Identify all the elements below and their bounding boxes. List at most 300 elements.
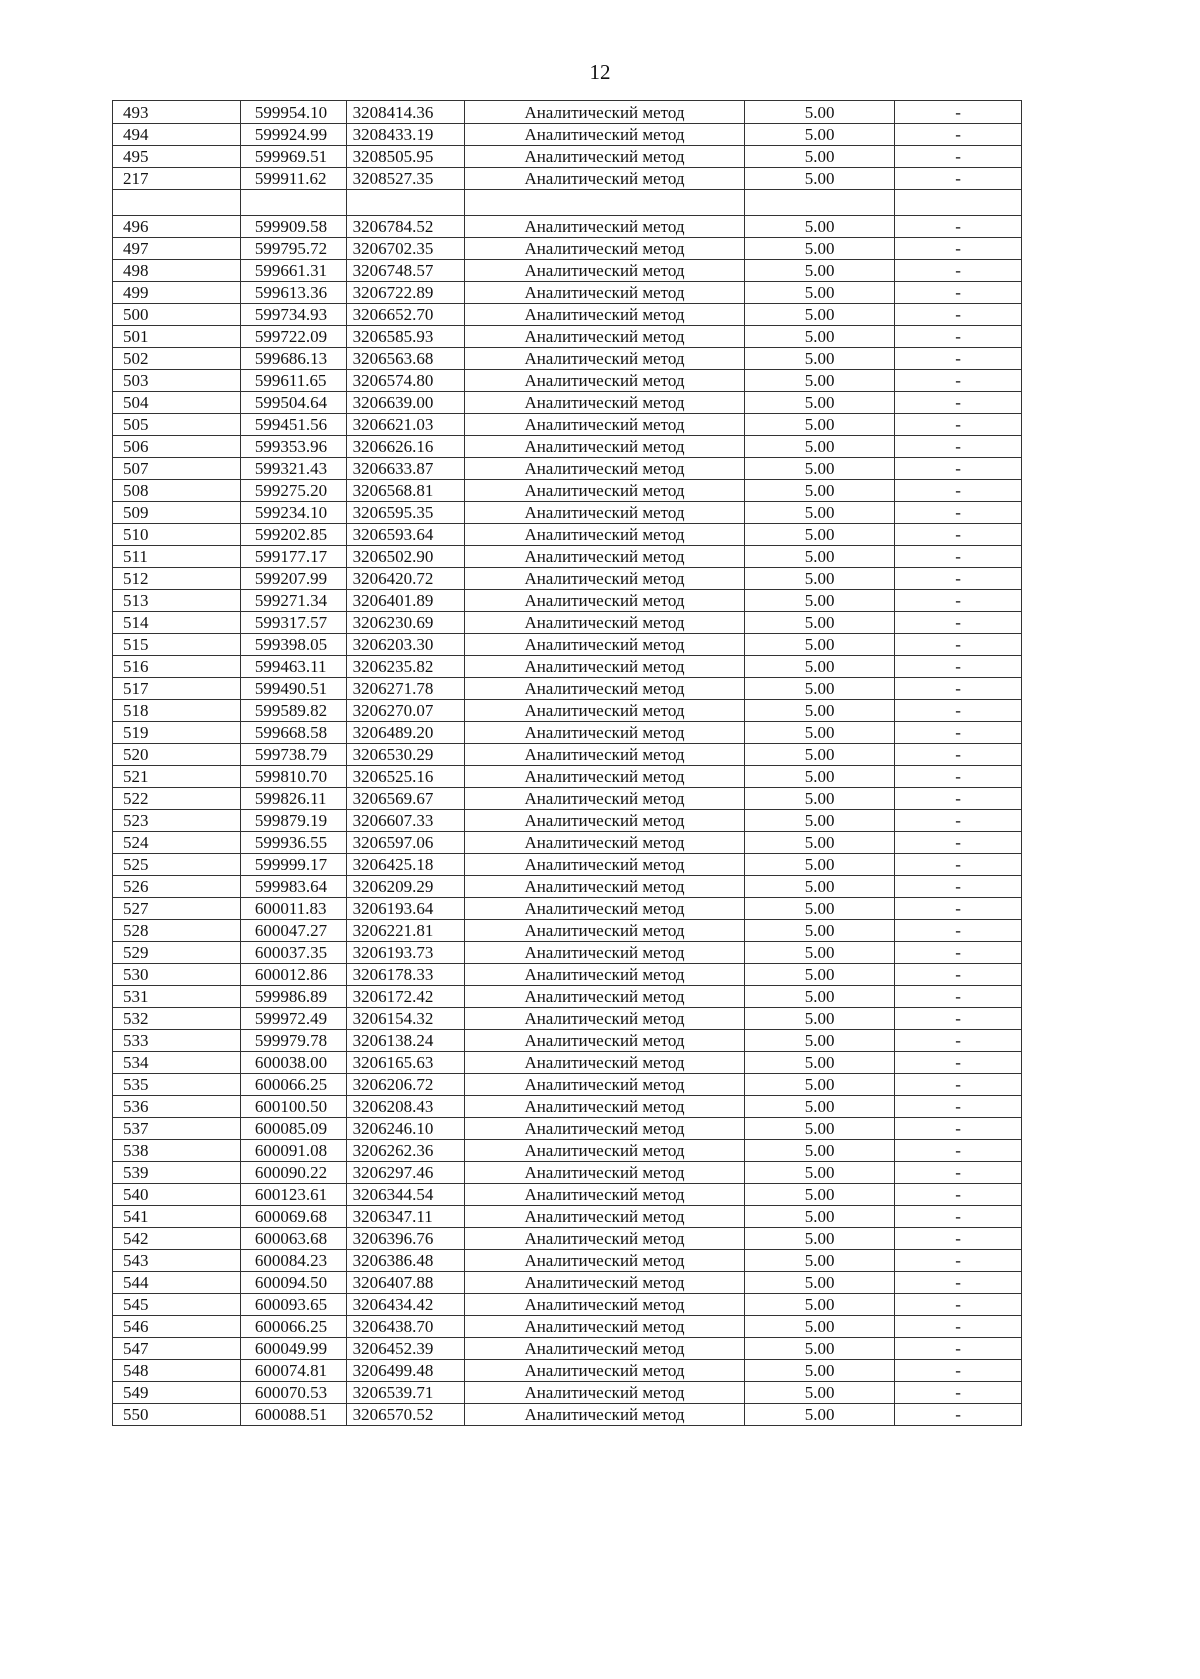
table-row: [113, 101, 1022, 124]
table-row: [113, 1360, 1022, 1382]
y-coordinate-cell: 3206246.10: [346, 1118, 464, 1140]
y-coordinate-cell: 3206639.00: [346, 392, 464, 414]
table-row: [113, 326, 1022, 348]
y-coordinate-cell: 3206138.24: [346, 1030, 464, 1052]
method-cell: Аналитический метод: [464, 1118, 744, 1140]
accuracy-cell: 5.00: [745, 1404, 895, 1426]
point-number-cell: 520: [113, 744, 241, 766]
y-coordinate-cell: 3206193.64: [346, 898, 464, 920]
note-cell: -: [895, 1228, 1022, 1250]
point-number-cell: 529: [113, 942, 241, 964]
method-cell: Аналитический метод: [464, 1074, 744, 1096]
y-coordinate-cell: 3206499.48: [346, 1360, 464, 1382]
method-cell: Аналитический метод: [464, 1228, 744, 1250]
point-number-cell: 539: [113, 1162, 241, 1184]
accuracy-cell: 5.00: [745, 612, 895, 634]
note-cell: -: [895, 898, 1022, 920]
x-coordinate-cell: 599722.09: [240, 326, 346, 348]
point-number-cell: 545: [113, 1294, 241, 1316]
table-row: [113, 876, 1022, 898]
table-row: [113, 568, 1022, 590]
accuracy-cell: 5.00: [745, 1162, 895, 1184]
note-cell: -: [895, 1074, 1022, 1096]
x-coordinate-cell: 599972.49: [240, 1008, 346, 1030]
x-coordinate-cell: 599613.36: [240, 282, 346, 304]
point-number-cell: 542: [113, 1228, 241, 1250]
table-row: [113, 1140, 1022, 1162]
y-coordinate-cell: 3206178.33: [346, 964, 464, 986]
y-coordinate-cell: 3206633.87: [346, 458, 464, 480]
point-number-cell: 526: [113, 876, 241, 898]
note-cell: -: [895, 1338, 1022, 1360]
page-number: 12: [589, 60, 611, 84]
y-coordinate-cell: 3206270.07: [346, 700, 464, 722]
accuracy-cell: 5.00: [745, 1184, 895, 1206]
x-coordinate-cell: 600037.35: [240, 942, 346, 964]
accuracy-cell: 5.00: [745, 304, 895, 326]
method-cell: Аналитический метод: [464, 168, 744, 190]
point-number-cell: 524: [113, 832, 241, 854]
method-cell: Аналитический метод: [464, 524, 744, 546]
y-coordinate-cell: 3206607.33: [346, 810, 464, 832]
table-row: [113, 854, 1022, 876]
y-coordinate-cell: 3206344.54: [346, 1184, 464, 1206]
table-row: [113, 1030, 1022, 1052]
note-cell: -: [895, 524, 1022, 546]
accuracy-cell: 5.00: [745, 168, 895, 190]
accuracy-cell: 5.00: [745, 1140, 895, 1162]
method-cell: Аналитический метод: [464, 124, 744, 146]
point-number-cell: 517: [113, 678, 241, 700]
point-number-cell: 527: [113, 898, 241, 920]
method-cell: Аналитический метод: [464, 1030, 744, 1052]
method-cell: Аналитический метод: [464, 348, 744, 370]
table-row: [113, 124, 1022, 146]
table-row: [113, 414, 1022, 436]
method-cell: Аналитический метод: [464, 1052, 744, 1074]
x-coordinate-cell: 599353.96: [240, 436, 346, 458]
note-cell: -: [895, 238, 1022, 260]
accuracy-cell: 5.00: [745, 480, 895, 502]
note-cell: -: [895, 348, 1022, 370]
accuracy-cell: 5.00: [745, 568, 895, 590]
method-cell: Аналитический метод: [464, 546, 744, 568]
method-cell: Аналитический метод: [464, 326, 744, 348]
x-coordinate-cell: 599999.17: [240, 854, 346, 876]
method-cell: Аналитический метод: [464, 964, 744, 986]
x-coordinate-cell: 599398.05: [240, 634, 346, 656]
point-number-cell: 543: [113, 1250, 241, 1272]
y-coordinate-cell: 3206438.70: [346, 1316, 464, 1338]
y-coordinate-cell: 3206597.06: [346, 832, 464, 854]
x-coordinate-cell: 600088.51: [240, 1404, 346, 1426]
note-cell: -: [895, 1250, 1022, 1272]
point-number-cell: 506: [113, 436, 241, 458]
y-coordinate-cell: 3206502.90: [346, 546, 464, 568]
accuracy-cell: 5.00: [745, 1030, 895, 1052]
table-row: [113, 392, 1022, 414]
note-cell: -: [895, 678, 1022, 700]
table-row: [113, 370, 1022, 392]
accuracy-cell: 5.00: [745, 722, 895, 744]
note-cell: -: [895, 656, 1022, 678]
point-number-cell: 546: [113, 1316, 241, 1338]
table-row: [113, 260, 1022, 282]
method-cell: Аналитический метод: [464, 656, 744, 678]
x-coordinate-cell: 599589.82: [240, 700, 346, 722]
x-coordinate-cell: 600090.22: [240, 1162, 346, 1184]
method-cell: Аналитический метод: [464, 876, 744, 898]
table-row: [113, 458, 1022, 480]
accuracy-cell: [745, 190, 895, 216]
x-coordinate-cell: 599810.70: [240, 766, 346, 788]
point-number-cell: 499: [113, 282, 241, 304]
table-row: [113, 1294, 1022, 1316]
point-number-cell: 504: [113, 392, 241, 414]
point-number-cell: 522: [113, 788, 241, 810]
point-number-cell: 523: [113, 810, 241, 832]
method-cell: Аналитический метод: [464, 146, 744, 168]
accuracy-cell: 5.00: [745, 810, 895, 832]
x-coordinate-cell: 599490.51: [240, 678, 346, 700]
note-cell: -: [895, 1184, 1022, 1206]
note-cell: -: [895, 744, 1022, 766]
note-cell: -: [895, 326, 1022, 348]
accuracy-cell: 5.00: [745, 124, 895, 146]
x-coordinate-cell: 599924.99: [240, 124, 346, 146]
point-number-cell: 508: [113, 480, 241, 502]
accuracy-cell: 5.00: [745, 414, 895, 436]
method-cell: Аналитический метод: [464, 612, 744, 634]
method-cell: Аналитический метод: [464, 1404, 744, 1426]
note-cell: -: [895, 722, 1022, 744]
note-cell: -: [895, 766, 1022, 788]
y-coordinate-cell: 3206165.63: [346, 1052, 464, 1074]
method-cell: Аналитический метод: [464, 810, 744, 832]
x-coordinate-cell: 599177.17: [240, 546, 346, 568]
method-cell: Аналитический метод: [464, 1316, 744, 1338]
x-coordinate-cell: 600047.27: [240, 920, 346, 942]
note-cell: -: [895, 260, 1022, 282]
x-coordinate-cell: 599686.13: [240, 348, 346, 370]
method-cell: Аналитический метод: [464, 282, 744, 304]
y-coordinate-cell: 3206539.71: [346, 1382, 464, 1404]
point-number-cell: 535: [113, 1074, 241, 1096]
x-coordinate-cell: 599911.62: [240, 168, 346, 190]
accuracy-cell: 5.00: [745, 1206, 895, 1228]
table-row: [113, 920, 1022, 942]
point-number-cell: 548: [113, 1360, 241, 1382]
table-body: [113, 101, 1022, 1426]
x-coordinate-cell: 600093.65: [240, 1294, 346, 1316]
point-number-cell: 510: [113, 524, 241, 546]
note-cell: -: [895, 1382, 1022, 1404]
method-cell: Аналитический метод: [464, 590, 744, 612]
x-coordinate-cell: [240, 190, 346, 216]
x-coordinate-cell: 600070.53: [240, 1382, 346, 1404]
note-cell: -: [895, 810, 1022, 832]
x-coordinate-cell: 600100.50: [240, 1096, 346, 1118]
point-number-cell: 503: [113, 370, 241, 392]
method-cell: Аналитический метод: [464, 1382, 744, 1404]
y-coordinate-cell: 3206702.35: [346, 238, 464, 260]
accuracy-cell: 5.00: [745, 238, 895, 260]
x-coordinate-cell: 600123.61: [240, 1184, 346, 1206]
x-coordinate-cell: 599969.51: [240, 146, 346, 168]
table-row: [113, 168, 1022, 190]
accuracy-cell: 5.00: [745, 942, 895, 964]
note-cell: -: [895, 414, 1022, 436]
table-row: [113, 766, 1022, 788]
note-cell: -: [895, 304, 1022, 326]
x-coordinate-cell: 600012.86: [240, 964, 346, 986]
y-coordinate-cell: 3206563.68: [346, 348, 464, 370]
table-row: [113, 942, 1022, 964]
y-coordinate-cell: 3208505.95: [346, 146, 464, 168]
note-cell: -: [895, 436, 1022, 458]
x-coordinate-cell: 600069.68: [240, 1206, 346, 1228]
method-cell: Аналитический метод: [464, 1008, 744, 1030]
table-row: [113, 744, 1022, 766]
x-coordinate-cell: 599795.72: [240, 238, 346, 260]
method-cell: Аналитический метод: [464, 942, 744, 964]
accuracy-cell: 5.00: [745, 1294, 895, 1316]
accuracy-cell: 5.00: [745, 986, 895, 1008]
accuracy-cell: 5.00: [745, 1228, 895, 1250]
accuracy-cell: 5.00: [745, 216, 895, 238]
y-coordinate-cell: 3206262.36: [346, 1140, 464, 1162]
table-row: [113, 722, 1022, 744]
note-cell: -: [895, 634, 1022, 656]
point-number-cell: 531: [113, 986, 241, 1008]
method-cell: Аналитический метод: [464, 854, 744, 876]
table-row: [113, 1338, 1022, 1360]
point-number-cell: 544: [113, 1272, 241, 1294]
note-cell: -: [895, 146, 1022, 168]
table-row: [113, 590, 1022, 612]
y-coordinate-cell: 3206271.78: [346, 678, 464, 700]
y-coordinate-cell: 3206208.43: [346, 1096, 464, 1118]
note-cell: -: [895, 986, 1022, 1008]
point-number-cell: 550: [113, 1404, 241, 1426]
point-number-cell: 512: [113, 568, 241, 590]
table-row: [113, 502, 1022, 524]
point-number-cell: 507: [113, 458, 241, 480]
accuracy-cell: 5.00: [745, 788, 895, 810]
table-row: [113, 546, 1022, 568]
accuracy-cell: 5.00: [745, 392, 895, 414]
point-number-cell: 498: [113, 260, 241, 282]
note-cell: -: [895, 282, 1022, 304]
point-number-cell: 494: [113, 124, 241, 146]
y-coordinate-cell: 3206570.52: [346, 1404, 464, 1426]
accuracy-cell: 5.00: [745, 700, 895, 722]
table-row: [113, 1184, 1022, 1206]
table-row: [113, 1250, 1022, 1272]
table-row: [113, 1228, 1022, 1250]
y-coordinate-cell: 3206401.89: [346, 590, 464, 612]
note-cell: -: [895, 1008, 1022, 1030]
method-cell: Аналитический метод: [464, 832, 744, 854]
method-cell: Аналитический метод: [464, 101, 744, 124]
y-coordinate-cell: 3206172.42: [346, 986, 464, 1008]
accuracy-cell: 5.00: [745, 1074, 895, 1096]
y-coordinate-cell: 3206221.81: [346, 920, 464, 942]
accuracy-cell: 5.00: [745, 656, 895, 678]
table-row: [113, 1162, 1022, 1184]
y-coordinate-cell: 3206585.93: [346, 326, 464, 348]
accuracy-cell: 5.00: [745, 436, 895, 458]
accuracy-cell: 5.00: [745, 876, 895, 898]
x-coordinate-cell: 599936.55: [240, 832, 346, 854]
table-row: [113, 700, 1022, 722]
x-coordinate-cell: 599909.58: [240, 216, 346, 238]
table-row: [113, 810, 1022, 832]
accuracy-cell: 5.00: [745, 964, 895, 986]
x-coordinate-cell: 599954.10: [240, 101, 346, 124]
x-coordinate-cell: 600038.00: [240, 1052, 346, 1074]
table-row: [113, 1118, 1022, 1140]
accuracy-cell: 5.00: [745, 146, 895, 168]
x-coordinate-cell: 599207.99: [240, 568, 346, 590]
method-cell: [464, 190, 744, 216]
note-cell: -: [895, 458, 1022, 480]
table-row: [113, 436, 1022, 458]
accuracy-cell: 5.00: [745, 458, 895, 480]
accuracy-cell: 5.00: [745, 524, 895, 546]
x-coordinate-cell: 599879.19: [240, 810, 346, 832]
note-cell: -: [895, 942, 1022, 964]
method-cell: Аналитический метод: [464, 1272, 744, 1294]
accuracy-cell: 5.00: [745, 326, 895, 348]
y-coordinate-cell: 3206574.80: [346, 370, 464, 392]
accuracy-cell: 5.00: [745, 1250, 895, 1272]
note-cell: -: [895, 1096, 1022, 1118]
y-coordinate-cell: 3206722.89: [346, 282, 464, 304]
method-cell: Аналитический метод: [464, 1206, 744, 1228]
method-cell: Аналитический метод: [464, 502, 744, 524]
point-number-cell: 528: [113, 920, 241, 942]
point-number-cell: 533: [113, 1030, 241, 1052]
note-cell: -: [895, 1140, 1022, 1162]
note-cell: -: [895, 370, 1022, 392]
note-cell: -: [895, 124, 1022, 146]
point-number-cell: 521: [113, 766, 241, 788]
accuracy-cell: 5.00: [745, 1008, 895, 1030]
method-cell: Аналитический метод: [464, 1096, 744, 1118]
y-coordinate-cell: 3208414.36: [346, 101, 464, 124]
note-cell: -: [895, 168, 1022, 190]
method-cell: Аналитический метод: [464, 788, 744, 810]
method-cell: Аналитический метод: [464, 722, 744, 744]
y-coordinate-cell: 3206193.73: [346, 942, 464, 964]
table-row: [113, 678, 1022, 700]
method-cell: Аналитический метод: [464, 1140, 744, 1162]
y-coordinate-cell: 3206386.48: [346, 1250, 464, 1272]
method-cell: Аналитический метод: [464, 238, 744, 260]
method-cell: Аналитический метод: [464, 1184, 744, 1206]
table-row: [113, 898, 1022, 920]
accuracy-cell: 5.00: [745, 832, 895, 854]
note-cell: -: [895, 392, 1022, 414]
method-cell: Аналитический метод: [464, 414, 744, 436]
x-coordinate-cell: 600074.81: [240, 1360, 346, 1382]
point-number-cell: 497: [113, 238, 241, 260]
table-row: [113, 788, 1022, 810]
table-row: [113, 1206, 1022, 1228]
x-coordinate-cell: 600066.25: [240, 1074, 346, 1096]
accuracy-cell: 5.00: [745, 766, 895, 788]
note-cell: -: [895, 612, 1022, 634]
accuracy-cell: 5.00: [745, 260, 895, 282]
x-coordinate-cell: 599234.10: [240, 502, 346, 524]
point-number-cell: 519: [113, 722, 241, 744]
y-coordinate-cell: 3206407.88: [346, 1272, 464, 1294]
point-number-cell: 516: [113, 656, 241, 678]
table-row: [113, 656, 1022, 678]
method-cell: Аналитический метод: [464, 1250, 744, 1272]
point-number-cell: 505: [113, 414, 241, 436]
x-coordinate-cell: 600066.25: [240, 1316, 346, 1338]
note-cell: -: [895, 216, 1022, 238]
point-number-cell: 511: [113, 546, 241, 568]
point-number-cell: 518: [113, 700, 241, 722]
accuracy-cell: 5.00: [745, 1338, 895, 1360]
note-cell: [895, 190, 1022, 216]
y-coordinate-cell: 3206568.81: [346, 480, 464, 502]
table-row: [113, 282, 1022, 304]
x-coordinate-cell: 599463.11: [240, 656, 346, 678]
method-cell: Аналитический метод: [464, 436, 744, 458]
method-cell: Аналитический метод: [464, 634, 744, 656]
y-coordinate-cell: 3206452.39: [346, 1338, 464, 1360]
y-coordinate-cell: 3206569.67: [346, 788, 464, 810]
point-number-cell: 541: [113, 1206, 241, 1228]
table-row: [113, 1074, 1022, 1096]
y-coordinate-cell: 3206434.42: [346, 1294, 464, 1316]
accuracy-cell: 5.00: [745, 898, 895, 920]
method-cell: Аналитический метод: [464, 1360, 744, 1382]
table-row: [113, 1404, 1022, 1426]
y-coordinate-cell: 3206784.52: [346, 216, 464, 238]
table-row: [113, 1272, 1022, 1294]
method-cell: Аналитический метод: [464, 766, 744, 788]
method-cell: Аналитический метод: [464, 920, 744, 942]
y-coordinate-cell: 3206230.69: [346, 612, 464, 634]
accuracy-cell: 5.00: [745, 502, 895, 524]
x-coordinate-cell: 599983.64: [240, 876, 346, 898]
x-coordinate-cell: 600049.99: [240, 1338, 346, 1360]
x-coordinate-cell: 599321.43: [240, 458, 346, 480]
coordinates-table: [112, 100, 1022, 1426]
accuracy-cell: 5.00: [745, 1382, 895, 1404]
point-number-cell: 514: [113, 612, 241, 634]
y-coordinate-cell: 3206621.03: [346, 414, 464, 436]
note-cell: -: [895, 920, 1022, 942]
x-coordinate-cell: 600094.50: [240, 1272, 346, 1294]
point-number-cell: 537: [113, 1118, 241, 1140]
method-cell: Аналитический метод: [464, 370, 744, 392]
y-coordinate-cell: 3206154.32: [346, 1008, 464, 1030]
table-row: [113, 964, 1022, 986]
table-row: [113, 1052, 1022, 1074]
y-coordinate-cell: 3206593.64: [346, 524, 464, 546]
x-coordinate-cell: 599826.11: [240, 788, 346, 810]
y-coordinate-cell: 3208433.19: [346, 124, 464, 146]
method-cell: Аналитический метод: [464, 744, 744, 766]
x-coordinate-cell: 600091.08: [240, 1140, 346, 1162]
note-cell: -: [895, 788, 1022, 810]
